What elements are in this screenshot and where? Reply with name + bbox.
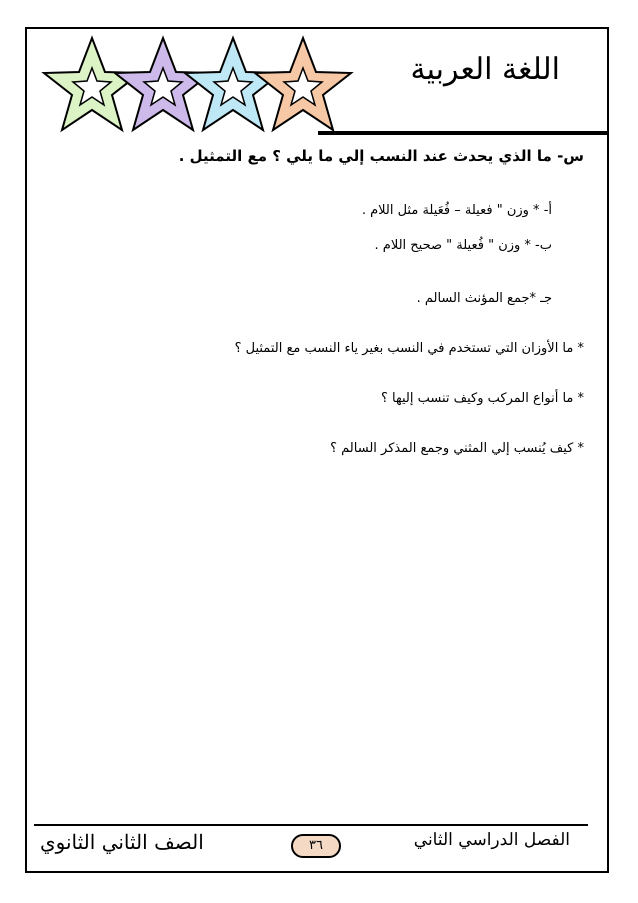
star-icon — [44, 38, 140, 130]
header-divider — [318, 131, 609, 135]
footer-grade: الصف الثاني الثانوي — [40, 830, 204, 854]
stars-decoration — [40, 30, 370, 140]
star-icon — [185, 38, 281, 130]
question-dual-plural: * كيف يُنسب إلي المثني وجمع المذكر السالم ؟ — [330, 441, 584, 456]
question-item-c: جـ *جمع المؤنث السالم . — [416, 291, 552, 306]
main-question: س- ما الذي يحدث عند النسب إلي ما يلي ؟ مع التمثيل . — [178, 147, 584, 165]
question-item-b: ب- * وزن " فُعيلة " صحيح اللام . — [374, 238, 552, 253]
question-compounds: * ما أنواع المركب وكيف تنسب إليها ؟ — [381, 391, 584, 406]
footer-divider — [34, 824, 588, 826]
question-weights: * ما الأوزان التي تستخدم في النسب بغير ياء النسب مع التمثيل ؟ — [234, 341, 584, 356]
footer-term: الفصل الدراسي الثاني — [413, 830, 570, 850]
star-icon — [115, 38, 211, 130]
star-icon — [255, 38, 351, 130]
question-item-a: أ- * وزن " فعيلة – فُعَيلة مثل اللام . — [361, 203, 552, 218]
page-title: اللغة العربية — [410, 52, 560, 87]
page-number: ٣٦ — [291, 834, 341, 858]
